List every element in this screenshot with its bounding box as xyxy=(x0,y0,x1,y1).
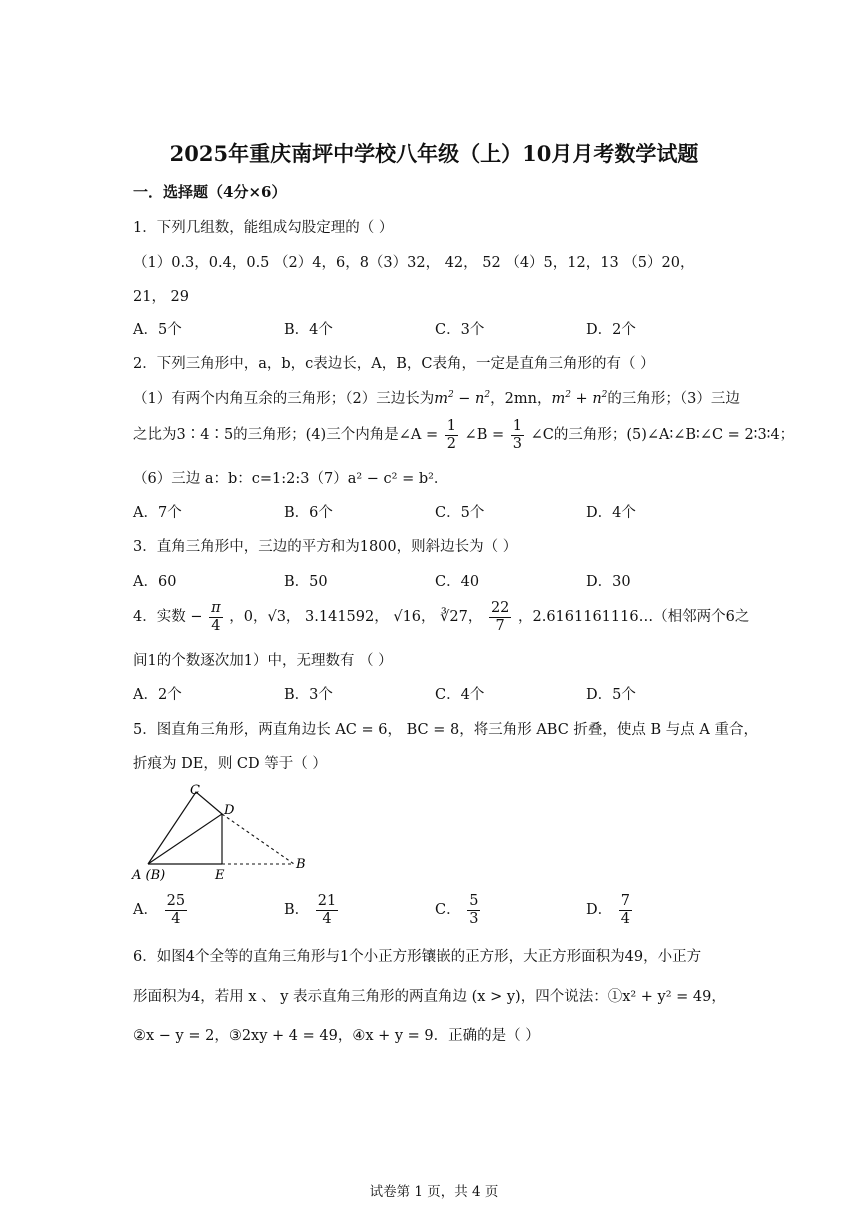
q2-expr-m2+n2: $m^2 + n^2$ xyxy=(551,390,608,407)
page-footer: 试卷第 1 页，共 4 页 xyxy=(369,1184,499,1200)
q2-line1-part3: 的三角形；（3）三边 xyxy=(607,391,740,407)
q6-line1: 6．如图4个全等的直角三角形与1个小正方形镶嵌的正方形，大正方形面积为49，小正方 xyxy=(133,949,702,965)
q4-option-d: D．5个 xyxy=(586,687,636,703)
q2-option-c: C．5个 xyxy=(435,505,485,521)
fraction-pi-over-4: $\frac{\pi}{4}$ xyxy=(211,600,221,634)
fraction-one-third: $\frac{1}{3}$ xyxy=(512,418,522,452)
q1-option-c: C．3个 xyxy=(435,322,485,338)
q3-stem: 3．直角三角形中，三边的平方和为1800，则斜边长为（ ） xyxy=(133,539,518,555)
q5-line1: 5．图直角三角形，两直角边长 AC = 6， BC = 8，将三角形 ABC 折叠，使点 B 与点 A 重合， xyxy=(133,722,758,738)
q4-stem-part2: ，0，√3， 3.141592， √16， ∛27， xyxy=(229,609,483,626)
q1-option-b: B．4个 xyxy=(284,322,333,338)
q2-option-b: B．6个 xyxy=(284,505,333,521)
label-d: D xyxy=(224,803,235,818)
q2-line1-part1: （1）有两个内角互余的三角形；（2）三边长为 xyxy=(133,391,435,407)
q2-line1 xyxy=(133,387,740,408)
q2-line1-part2: ，2mn， xyxy=(490,391,552,407)
q6-line3: ②x − y = 2，③2xy + 4 = 49，④x + y = 9．正确的是（ ） xyxy=(133,1028,540,1044)
q4-stem-part1: 4．实数 − xyxy=(133,609,203,626)
q2-line2-part2: ∠B = xyxy=(464,427,505,444)
q1-line1: （1）0.3，0.4，0.5 （2）4，6，8（3）32， 42， 52 （4）5，12，13 （5）20， xyxy=(133,255,695,271)
q5-option-a: A． $\frac{25}{4}$ xyxy=(133,893,186,927)
label-b: B xyxy=(296,857,306,872)
q2-line2-part3: ∠C的三角形；(5)∠A∶∠B∶∠C = 2∶3∶4； xyxy=(530,427,795,444)
label-a-b: A (B) xyxy=(132,868,166,883)
q4-stem-part3: ，2.6161161116…（相邻两个6之 xyxy=(518,609,750,626)
q4-stem xyxy=(133,600,749,634)
q4-option-a: A．2个 xyxy=(133,687,182,703)
q4-option-b: B．3个 xyxy=(284,687,333,703)
q5-option-d: D． $\frac{7}{4}$ xyxy=(586,893,630,927)
q2-line2-part1: 之比为3∶4∶5的三角形；(4)三个内角是∠A = xyxy=(133,427,439,444)
triangle-acd xyxy=(148,792,222,864)
label-c: C xyxy=(190,783,200,798)
q5-line2: 折痕为 DE，则 CD 等于（ ） xyxy=(133,756,327,772)
q5-option-c: C． $\frac{5}{3}$ xyxy=(435,893,479,927)
q3-option-b: B．50 xyxy=(284,574,328,590)
q4-option-c: C．4个 xyxy=(435,687,485,703)
label-e: E xyxy=(215,868,225,883)
q2-option-a: A．7个 xyxy=(133,505,182,521)
section-heading: 一．选择题（4分×6） xyxy=(133,183,287,201)
q4-line2: 间1的个数逐次加1）中，无理数有 （ ） xyxy=(133,653,393,669)
triangle-figure xyxy=(128,778,318,884)
q2-expr-m2-n2: $m^2 - n^2$ xyxy=(434,390,491,407)
fraction-one-half: $\frac{1}{2}$ xyxy=(446,418,456,452)
q2-line3: （6）三边 a：b：c=1:2:3（7）a² − c² = b²． xyxy=(133,471,449,487)
q6-line2: 形面积为4，若用 x 、 y 表示直角三角形的两直角边 (x > y)，四个说法：①x² + y² = 49， xyxy=(133,989,726,1005)
q3-option-d: D．30 xyxy=(586,574,631,590)
q3-option-a: A．60 xyxy=(133,574,177,590)
q3-option-c: C．40 xyxy=(435,574,480,590)
q2-line2 xyxy=(133,418,794,452)
q1-stem: 1．下列几组数，能组成勾股定理的（ ） xyxy=(133,220,394,236)
q1-option-a: A．5个 xyxy=(133,322,182,338)
q2-option-d: D．4个 xyxy=(586,505,636,521)
q1-option-d: D．2个 xyxy=(586,322,636,338)
q5-option-b: B． $\frac{21}{4}$ xyxy=(284,893,337,927)
page-title: 2025年重庆南坪中学校八年级（上）10月月考数学试题 xyxy=(169,141,699,166)
q1-line2: 21， 29 xyxy=(133,289,190,305)
dashed-db xyxy=(222,814,294,864)
q2-stem: 2．下列三角形中，a，b，c表边长，A，B，C表角，一定是直角三角形的有（ ） xyxy=(133,356,655,372)
fraction-22-over-7: $\frac{22}{7}$ xyxy=(490,600,510,634)
